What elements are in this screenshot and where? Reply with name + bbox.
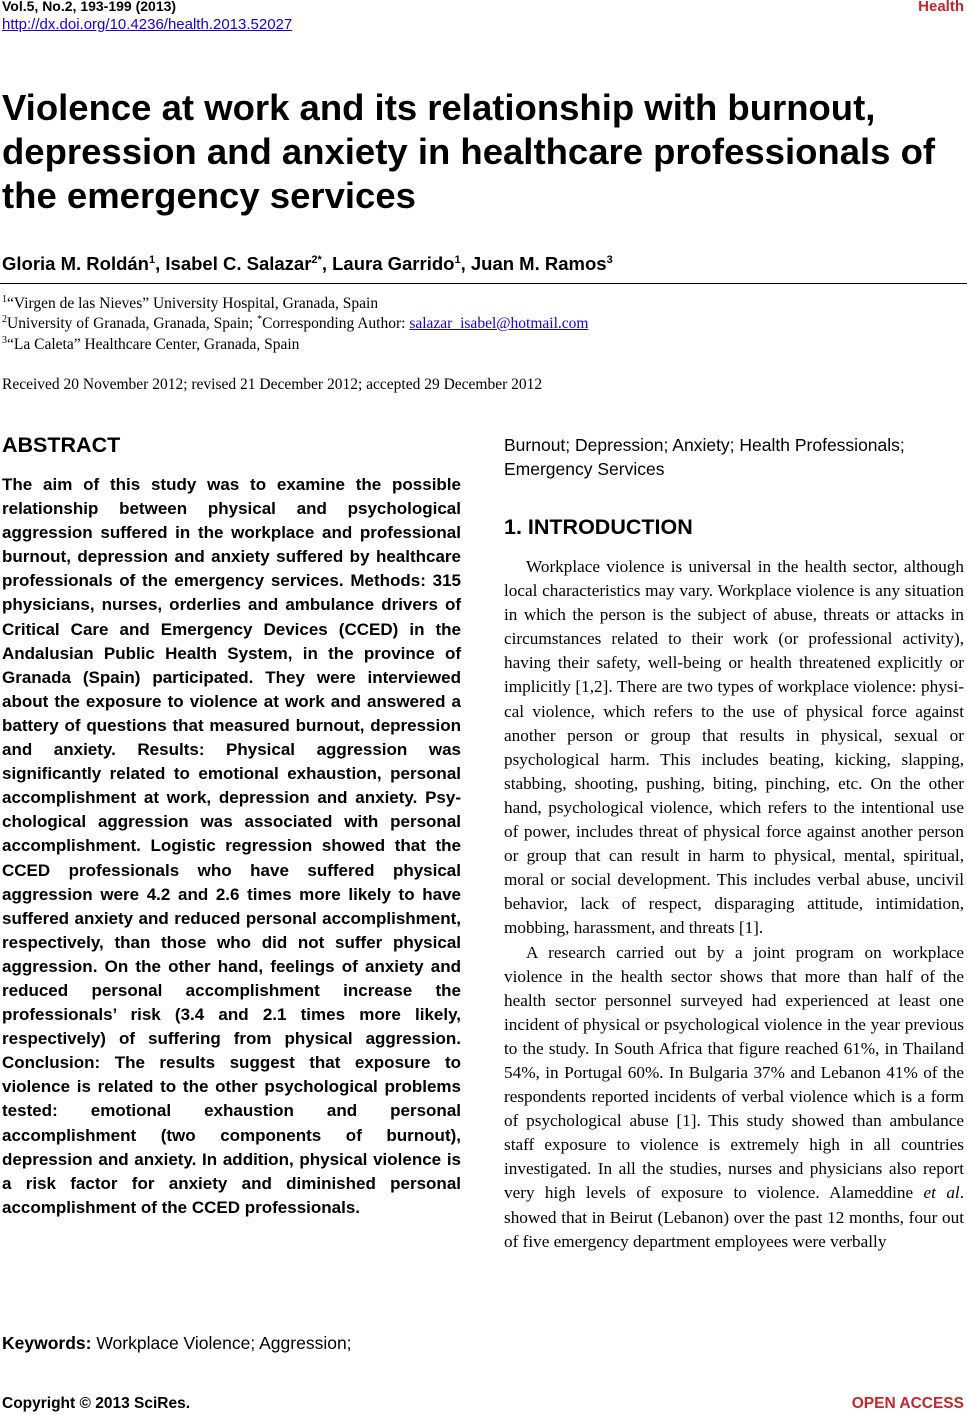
journal-name: Health — [918, 0, 964, 15]
copyright-notice: Copyright © 2013 SciRes. — [2, 1395, 191, 1412]
affiliation-text: “Virgen de las Nieves” University Hospital, Granada, Spain — [7, 295, 379, 312]
received-dates: Received 20 November 2012; revised 21 December 2012; accepted 29 December 2012 — [2, 376, 543, 393]
keywords-first-part — [2, 1333, 352, 1354]
author-affiliation-mark: 3 — [606, 254, 613, 266]
affiliation-number: 3 — [2, 335, 7, 346]
affiliation-1 — [2, 294, 378, 314]
affiliation-2 — [2, 314, 588, 334]
affiliation-number: 2 — [2, 314, 7, 325]
author-list: Gloria M. Roldán$^1$, Isabel C. Salazar$^{2*}$, Laura Garrido$^1$, Juan M. Ramos$^3$ — [2, 253, 613, 274]
doi-link[interactable]: http://dx.doi.org/10.4236/health.2013.52027 — [2, 16, 293, 33]
keywords-label: Keywords: — [2, 1333, 92, 1353]
corresponding-label: Corresponding Author: — [262, 315, 410, 332]
paragraph-text: . showed that in Beirut (Lebanon) over the past 12 months, four out of five emergency department employees were verbally — [504, 1183, 964, 1251]
affiliation-text: “La Caleta” Healthcare Center, Granada, Spain — [7, 336, 300, 353]
open-access-label: OPEN ACCESS — [851, 1395, 964, 1412]
keywords-text: Workplace Violence; Aggression; — [96, 1333, 352, 1353]
article-title: Violence at work and its relationship with burnout, depression and anxiety in healthcare professionals of the emergency services — [2, 87, 936, 216]
email-link[interactable]: salazar_isabel@hotmail.com — [409, 315, 589, 332]
author-affiliation-mark: 2* — [311, 254, 322, 266]
paragraph-text: A research carried out by a joint program on workplace violence in the health sector shows that more than half of the health sector personnel surveyed had experienced at least one incident of physical or psychological violence in the year previous to the study. In South Africa that figure reached 61%, in Thailand 54%, in Portugal 60%. In Bulgaria 37% and Lebanon 41% of the respondents reported incidents of verbal violence which is a form of psychological abuse [1]. This study showed than ambulance staff exposure to violence is extremely high in all countries investigated. In all the studies, nurses and physicians also report very high levels of exposure to violence. Alameddine — [504, 942, 964, 1203]
header-divider — [0, 283, 967, 284]
corresponding-mark: * — [257, 314, 263, 325]
author-name: Isabel C. Salazar — [165, 253, 312, 274]
affiliation-3 — [2, 335, 299, 355]
abstract-body: The aim of this study was to examine the possible relationship between physical and psychological aggression suffered in the workplace and professional burnout, depression and anxiety suffered by healthcare professionals of the emergency services. Methods: 315 physicians, nurses, orderlies and ambulance drivers of Critical Care and Emergency Devices (CCED) in the Andalusian Public Health System, in the province of Granada (Spain) participated. They were interviewed about the exposure to violence at work and answered a battery of questions that measured burnout, depression and anxiety. Results: Physical aggression was significantly related to emotional exhaustion, personal accomplishment at work, depression and anxiety. Psychological aggression was associated with personal accomplishment. Logistic regression showed that the CCED professionals who have suffered physical aggression were 4.2 and 2.6 times more likely to have suffered anxiety and reduced personal accomplishment, respectively, than those who did not suffer physical aggression. On the other hand, feelings of anxiety and reduced personal accomplishment increase the professionals’ risk (3.4 and 2.1 times more likely, respectively) of suffering from physical aggression. Conclusion: The results suggest that exposure to violence is related to the other psychological problems tested: emotional exhaustion and personal accomplishment (two components of burnout), depression and anxiety. In addition, physical violence is a risk factor for anxiety and diminished personal accomplishment of the CCED professionals. — [2, 475, 461, 1217]
author-name: Laura Garrido — [332, 253, 455, 274]
paragraph-italic-text: et al — [923, 1183, 960, 1203]
introduction-paragraph-1: Workplace violence is universal in the health sector, although local characteristics may vary. Workplace violence is any situation in which the person is the subject of abuse, threats or attacks in circumstances related to their work (or professional activity), having their safety, well-being or health threatened explicitly or implicitly [1,2]. There are two types of workplace violence: physical violence, which refers to the use of physical force against another person or group that results in physical, sexual or psychological harm. This includes beating, kicking, slapping, stabbing, shooting, pushing, biting, pinching, etc. On the other hand, psychological violence, which refers to the intentional use of power, includes threat of physical force against another person or group that can result in harm to physical, mental, spiritual, moral or social development. This includes verbal abuse, uncivil behavior, lack of respect, disparaging attitude, intimidation, mobbing, harassment, and threats [1]. — [504, 557, 964, 938]
journal-info-text: Vol.5, No.2, 193-199 (2013) — [2, 0, 177, 14]
introduction-heading: 1. INTRODUCTION — [504, 515, 693, 539]
affiliation-number: 1 — [2, 294, 7, 305]
author-affiliation-mark: 1 — [454, 254, 461, 266]
keywords-continued: Burnout; Depression; Anxiety; Health Professionals; Emergency Services — [504, 435, 905, 479]
journal-volume-info — [2, 0, 292, 34]
author-name: Gloria M. Roldán — [2, 253, 149, 274]
introduction-body — [504, 555, 964, 1254]
affiliation-text: University of Granada, Granada, Spain; — [7, 315, 258, 332]
author-affiliation-mark: 1 — [148, 254, 156, 266]
abstract-heading: ABSTRACT — [2, 433, 121, 457]
author-name: Juan M. Ramos — [470, 253, 607, 274]
introduction-paragraph-2 — [504, 941, 964, 1254]
